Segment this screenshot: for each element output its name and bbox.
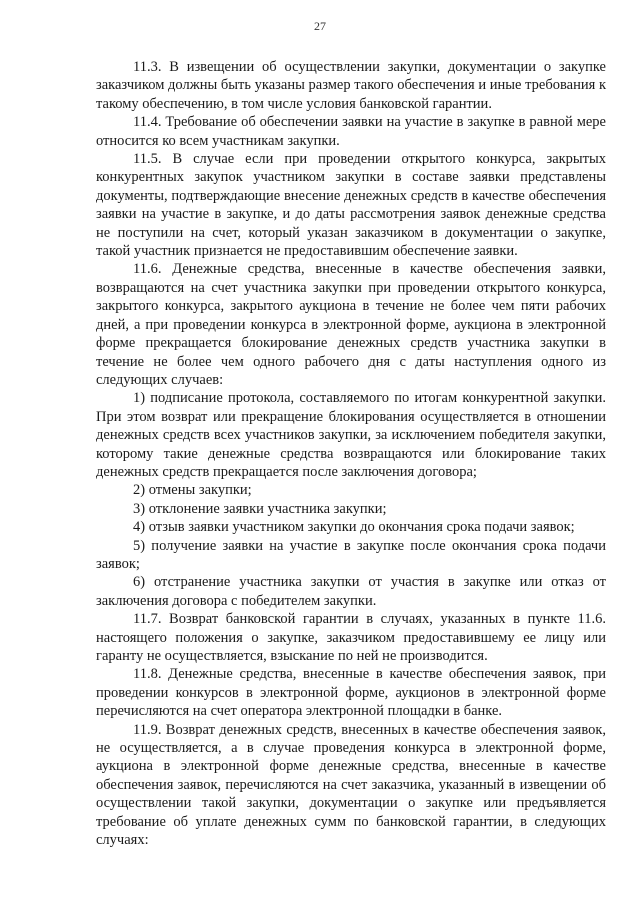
list-item-4: 4) отзыв заявки участником закупки до окончания срока подачи заявок;: [133, 519, 575, 536]
document-body: [96, 58, 606, 849]
paragraph-11-8: 11.8. Денежные средства, внесенные в качестве обеспечения заявок, при проведении конкурсов в электронной форме, аукционов в электронной форме перечисляются на счет оператора электронной площадки в банке.: [96, 666, 606, 720]
paragraph-11-6: 11.6. Денежные средства, внесенные в качестве обеспечения заявки, возвращаются на счет участника закупки при проведении открытого конкурса, закрытого конкурса, закрытого аукциона в течение не более чем пяти рабочих дней, а при проведении конкурса в электронной форме, аукциона в электронной форме прекращается блокирование денежных средств участника закупки в течение не более чем одного рабочего дня с даты наступления одного из следующих случаев:: [96, 261, 606, 388]
paragraph-11-7: 11.7. Возврат банковской гарантии в случаях, указанных в пункте 11.6. настоящего положения о закупке, заказчиком предоставившему ее лицу или гаранту не осуществляется, взыскание по ней не производится.: [96, 611, 606, 664]
paragraph-11-5: 11.5. В случае если при проведении открытого конкурса, закрытых конкурентных закупок участником закупки в составе заявки представлены документы, подтверждающие внесение денежных средств в качестве обеспечения заявки на участие в закупке, и до даты рассмотрения заявок денежные средства не поступили на счет, который указан заказчиком в документации о закупке, такой участник признается не предоставившим обеспечение заявки.: [96, 151, 606, 260]
paragraph-11-4: 11.4. Требование об обеспечении заявки на участие в закупке в равной мере относится ко всем участникам закупки.: [96, 114, 606, 149]
list-item-3: 3) отклонение заявки участника закупки;: [133, 500, 387, 517]
list-item-5: 5) получение заявки на участие в закупке после окончания срока подачи заявок;: [96, 537, 606, 572]
page-number: 27: [314, 19, 326, 33]
list-item-1: 1) подписание протокола, составляемого по итогам конкурентной закупки. При этом возврат или прекращение блокирования осуществляется в отношении денежных средств всех участников закупки, за исключением победителя закупки, которому такие денежные средства возвращаются или блокирование таких денежных средств прекращается после заключения договора;: [96, 390, 606, 480]
paragraph-11-9: 11.9. Возврат денежных средств, внесенных в качестве обеспечения заявок, не осуществляется, а в случае проведения конкурса в электронной форме, аукциона в электронной форме денежные средства, внесенные в качестве обеспечения заявок, перечисляются на счет заказчика, указанный в извещении об осуществлении такой закупки, документации о закупке или предъявляется требование об уплате денежных сумм по банковской гарантии, в следующих случаях:: [96, 721, 606, 849]
list-item-6: 6) отстранение участника закупки от участия в закупке или отказ от заключения договора с победителем закупки.: [96, 574, 606, 609]
paragraph-11-3: 11.3. В извещении об осуществлении закупки, документации о закупке заказчиком должны быть указаны размер такого обеспечения и иные требования к такому обеспечению, в том числе условия банковской гарантии.: [96, 59, 606, 112]
list-item-2: 2) отмены закупки;: [133, 482, 252, 499]
